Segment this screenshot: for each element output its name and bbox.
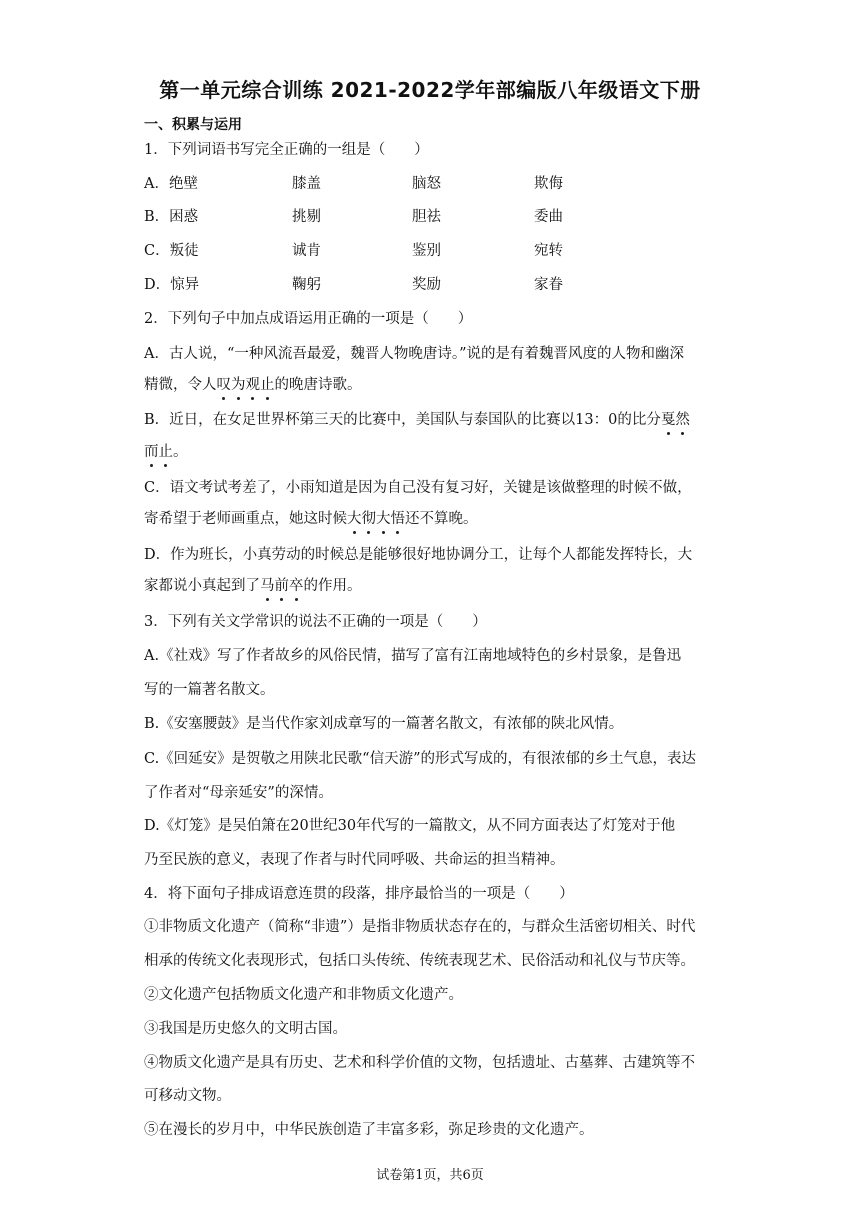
text: 寄希望于老师画重点，她这时候: [144, 511, 347, 527]
text: 的晚唐诗歌。: [274, 377, 362, 393]
option-word: 胆祛: [412, 209, 441, 225]
section-heading: 一、积累与运用: [144, 117, 242, 133]
question-4-sentence-5: ⑤在漫长的岁月中，中华民族创造了丰富多彩，弥足珍贵的文化遗产。: [144, 1122, 594, 1138]
question-2-option-c-line1: C．语文考试考差了，小雨知道是因为自己没有复习好，关键是该做整理的时候不做，: [144, 480, 692, 496]
emphasis-dot-char: 观: [245, 377, 260, 393]
dotted-idiom: [661, 412, 690, 428]
question-3-option-b: B.《安塞腰鼓》是当代作家刘成章写的一篇著名散文，有浓郁的陕北风情。: [144, 716, 624, 732]
question-3-option-c-line2: 了作者对“母亲延安”的深情。: [144, 785, 333, 801]
option-word: B．困惑: [144, 209, 199, 225]
emphasis-dot-char: 卒: [289, 578, 304, 594]
text: 家都说小真起到了: [144, 578, 260, 594]
option-word: D．惊异: [144, 277, 200, 293]
question-4-stem: 4．将下面句子排成语意连贯的段落，排序最恰当的一项是（ ）: [144, 886, 574, 902]
emphasis-dot-char: 彻: [361, 511, 376, 527]
question-4-sentence-1-line1: ①非物质文化遗产（简称“非遗”）是指非物质状态存在的，与群众生活密切相关、时代: [144, 919, 696, 935]
question-3-option-a-line2: 写的一篇著名散文。: [144, 682, 275, 698]
question-3-option-d-line1: D.《灯笼》是吴伯箫在20世纪30年代写的一篇散文，从不同方面表达了灯笼对于他: [144, 818, 676, 834]
question-3-option-d-line2: 乃至民族的意义，表现了作者与时代同呼吸、共命运的担当精神。: [144, 852, 565, 868]
option-word: 宛转: [534, 243, 563, 259]
emphasis-dot-char: 马: [260, 578, 275, 594]
question-2-option-d-line2: [144, 576, 724, 596]
option-word: 挑剔: [292, 209, 321, 225]
question-4-sentence-4-line1: ④物质文化遗产是具有历史、艺术和科学价值的文物，包括遗址、古墓葬、古建筑等不: [144, 1055, 695, 1071]
text: 的作用。: [303, 578, 362, 594]
question-1-stem: 1．下列词语书写完全正确的一组是（ ）: [144, 142, 429, 158]
option-word: 欺侮: [534, 176, 563, 192]
text: 。: [173, 444, 188, 460]
emphasis-dot-char: 止: [260, 377, 275, 393]
option-word: 诚肯: [292, 243, 321, 259]
emphasis-dot-char: 为: [231, 377, 246, 393]
text: B．近日，在女足世界杯第三天的比赛中，美国队与泰国队的比赛以13：0的比分: [144, 412, 661, 428]
question-3-option-c-line1: C.《回延安》是贺敬之用陕北民歌“信天游”的形式写成的，有很浓郁的乡土气息，表达: [144, 751, 697, 767]
emphasis-dot-char: 止: [158, 444, 173, 460]
question-2-stem: 2．下列句子中加点成语运用正确的一项是（ ）: [144, 311, 473, 327]
option-word: 家眷: [534, 277, 563, 293]
option-word: A．绝壁: [144, 176, 198, 192]
text: 还不算晚。: [405, 511, 478, 527]
option-word: 奖励: [412, 277, 441, 293]
option-word: 鞠躬: [292, 277, 321, 293]
question-2-option-a-line1: A．古人说，“一种风流吾最爱，魏晋人物晚唐诗。”说的是有着魏晋风度的人物和幽深: [144, 346, 685, 362]
dotted-idiom: [260, 578, 304, 594]
option-word: 鉴别: [412, 243, 441, 259]
emphasis-dot-char: 悟: [390, 511, 405, 527]
option-word: C．叛徒: [144, 243, 199, 259]
question-4-sentence-3: ③我国是历史悠久的文明古国。: [144, 1021, 347, 1037]
emphasis-dot-char: 然: [675, 412, 690, 428]
dotted-idiom: [347, 511, 405, 527]
question-2-option-b-line2: [144, 442, 724, 462]
option-word: 膝盖: [292, 176, 321, 192]
emphasis-dot-char: 叹: [216, 377, 231, 393]
question-4-sentence-1-line2: 相承的传统文化表现形式，包括口头传统、传统表现艺术、民俗活动和礼仪与节庆等。: [144, 953, 695, 969]
question-2-option-b-line1: [144, 410, 724, 430]
question-2-option-c-line2: [144, 509, 724, 529]
page-title: 第一单元综合训练 2021-2022学年部编版八年级语文下册: [159, 78, 701, 102]
emphasis-dot-char: 戛: [660, 412, 676, 428]
question-4-sentence-2: ②文化遗产包括物质文化遗产和非物质文化遗产。: [144, 987, 463, 1003]
dotted-idiom: [144, 444, 173, 460]
question-2-option-a-line2: [144, 375, 724, 395]
emphasis-dot-char: 大: [376, 511, 391, 527]
question-2-option-d-line1: D．作为班长，小真劳动的时候总是能够很好地协调分工，让每个人都能发挥特长，大: [144, 547, 693, 563]
question-3-option-a-line1: A.《社戏》写了作者故乡的风俗民情，描写了富有江南地域特色的乡村景象，是鲁迅: [144, 648, 682, 664]
emphasis-dot-char: 而: [144, 444, 159, 460]
emphasis-dot-char: 前: [274, 578, 289, 594]
text: 精微，令人: [144, 377, 217, 393]
emphasis-dot-char: 大: [347, 511, 362, 527]
dotted-idiom: [217, 377, 275, 393]
question-4-sentence-4-line2: 可移动文物。: [144, 1088, 231, 1104]
question-3-stem: 3．下列有关文学常识的说法不正确的一项是（ ）: [144, 614, 487, 630]
option-word: 脑怒: [412, 176, 441, 192]
page-footer: 试卷第1页，共6页: [376, 1168, 484, 1183]
option-word: 委曲: [534, 209, 563, 225]
